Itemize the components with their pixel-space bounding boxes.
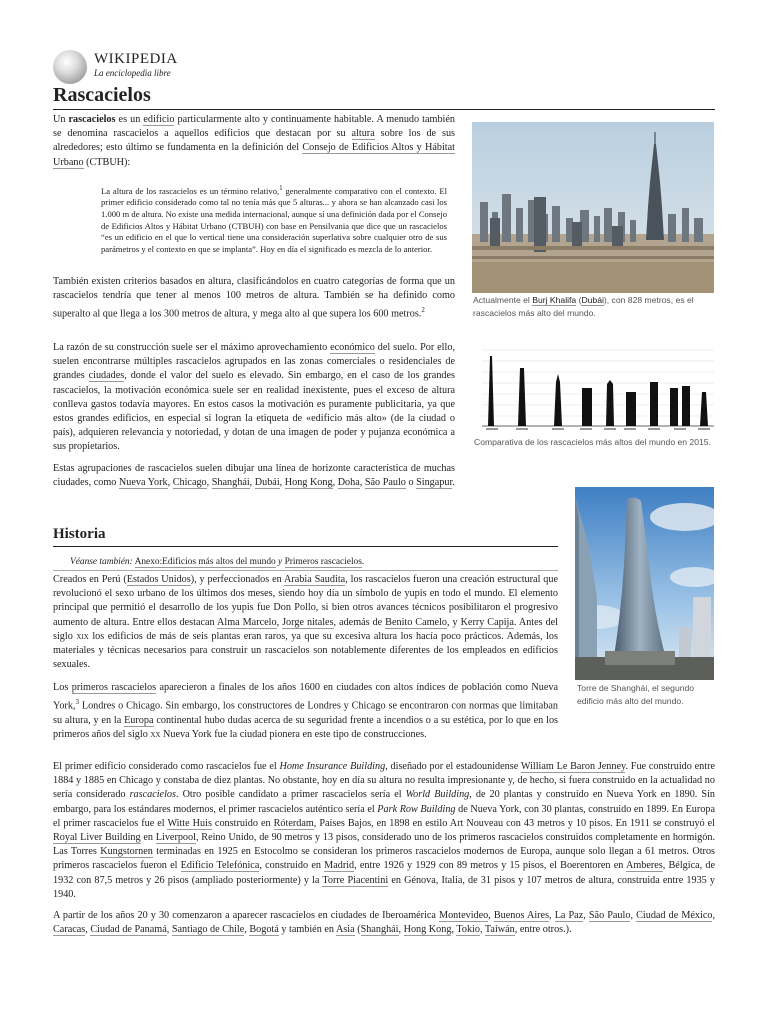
shanghai-tower-image[interactable]	[575, 487, 714, 680]
historia-paragraph-3: El primer edificio considerado como rascacielos fue el Home Insurance Building, diseñado por el estadounidense William Le Baron Jenney. Fue construido entre 1884 y 1885 en Chicago y constaba de diez plantas. No obstante, hoy en día su altura no resulta impresionante y, de hecho, si fuera construido en la actualidad no sería considerado rascacielos. Otro posible candidato a primer rascacielos sería el World Building, de 20 plantas y construido en Nueva York en 1890. Sin embargo, para los estándares modernos, el primer rascacielos auténtico sería el Park Row Building de Nueva York, con 30 plantas, construido en 1899. En Europa el primer rascacielos fue el Witte Huis construido en Róterdam, Países Bajos, en 1898 en estilo Art Nouveau con 43 metros y 10 pisos. En 1911 se construyó el Royal Liver Building en Liverpool, Reino Unido, de 90 metros y 13 pisos, considerado uno de los primeros rascacielos construidos completamente en hormigón. Las Torres Kungstornen terminadas en 1925 en Estocolmo se consideran los primeros rascacielos modernos de Europa, aunque solo llegan a 61 metros. Otros primeros rascacielos fueron el Edificio Telefónica, construido en Madrid, entre 1926 y 1929 con 89 metros y 15 pisos, el Boerentoren en Amberes, Bélgica, de 1932 con 87,5 metros y 26 pisos (ampliado posteriormente) y la Torre Piacentini en Génova, Italia, de 31 pisos y 107 metros de altura, construida entre 1935 y 1940.	[53, 761, 716, 900]
link-shanghai-2[interactable]: Shanghái	[360, 924, 399, 936]
link-jorge-nitales[interactable]: Jorge nitales	[282, 616, 334, 628]
wikipedia-tagline: La enciclopedia libre	[94, 68, 171, 78]
link-arabia-saudita[interactable]: Arabia Saudita	[284, 574, 346, 585]
link-dubai-caption[interactable]: Dubái	[581, 295, 604, 305]
link-edificio-telefonica[interactable]: Edificio Telefónica	[180, 860, 260, 872]
economics-paragraph: La razón de su construcción suele ser el máximo aprovechamiento económico del suelo. Por ello, suelen encontrarse múltiples rascacielos agrupados en las zonas comerciales o residenciales de grandes ciudades, donde el valor del suelo es elevado. Sin embargo, en el caso de los grandes rascacielos, la motivación económica suele ser en realidad inexistente, pues el exceso de altura conlleva gastos todavía mayores. En estos casos la motivación es puramente publicitaria, ya que estos grandes edificios, en especial si logran la etiqueta de «edificio más alto» (de la ciudad o país), adquieren relevancia y notoriedad, y dotan de una imagen de poder y pujanza económica a sus propietarios.	[53, 342, 455, 453]
see-also-note: Véanse también: Anexo:Edificios más altos del mundo y Primeros rascacielos.	[70, 557, 365, 567]
shanghai-tower-caption: Torre de Shanghái, el segundo edificio más alto del mundo.	[577, 683, 695, 706]
link-nueva-york[interactable]: Nueva York	[118, 477, 168, 489]
link-burj-khalifa[interactable]: Burj Khalifa	[532, 295, 577, 305]
link-primeros-rascacielos[interactable]: primeros rascacielos	[71, 682, 157, 693]
link-kungstornen[interactable]: Kungstornen	[100, 846, 153, 858]
link-taiwan[interactable]: Taiwán	[484, 924, 515, 936]
link-benito-camelo[interactable]: Benito Camelo	[385, 616, 447, 628]
link-hong-kong[interactable]: Hong Kong	[284, 477, 333, 489]
link-hong-kong-2[interactable]: Hong Kong	[403, 924, 452, 936]
link-amberes[interactable]: Amberes	[625, 860, 663, 872]
link-sao-paulo[interactable]: São Paulo	[364, 477, 406, 489]
link-torre-piacentini[interactable]: Torre Piacentini	[322, 874, 389, 886]
link-shanghai[interactable]: Shanghái	[211, 477, 250, 489]
link-alma-marcelo[interactable]: Alma Marcelo	[217, 616, 277, 628]
link-europa[interactable]: Europa	[124, 714, 154, 726]
link-chicago[interactable]: Chicago	[172, 477, 207, 489]
reference-3[interactable]: 3	[75, 698, 79, 707]
section-heading-historia: Historia	[53, 526, 106, 542]
see-also-label: Véanse también:	[70, 557, 133, 567]
historia-paragraph-2: Los primeros rascacielos aparecieron a finales de los años 1600 en ciudades con altos índices de población como Nueva York,$^3$ Londres o Chicago. Sin embargo, los constructores de Londres y Chicago se encontraron con normas que limitaban su altura, y en la Europa continental hubo dudas acerca de su seguridad frente a incendios o a su estética, por lo que en los primeros años del siglo xx Nueva York fue la ciudad pionera en este tipo de construcciones.	[53, 682, 559, 740]
skyscraper-comparison-image[interactable]	[474, 344, 714, 432]
link-asia[interactable]: Asia	[335, 924, 355, 936]
link-madrid[interactable]: Madrid	[324, 860, 355, 872]
wikipedia-logo[interactable]	[53, 50, 203, 84]
link-santiago-de-chile[interactable]: Santiago de Chile	[171, 924, 245, 936]
link-ctbuh[interactable]: Consejo de Edificios Altos y Hábitat Urbano	[53, 142, 455, 168]
link-singapur[interactable]: Singapur	[416, 477, 453, 489]
height-criteria-paragraph: También existen criterios basados en altura, clasificándolos en cuatro categorías de forma que un rascacielos tendría que tener al menos 100 metros de altura. También se ha definido como superalto al que llega a los 300 metros de altura, y mega alto al que supera los 600 metros.$^2$	[53, 276, 455, 320]
link-tokio[interactable]: Tokio	[456, 924, 480, 936]
comparison-illustration	[474, 344, 714, 432]
link-anexo-edificios[interactable]: Anexo:Edificios más altos del mundo	[134, 557, 276, 567]
link-witte-huis[interactable]: Witte Huis	[167, 817, 212, 829]
burj-khalifa-caption: Actualmente el Burj Khalifa (Dubái), con 828 metros, es el rascacielos más alto del mundo.	[473, 295, 694, 318]
link-liverpool[interactable]: Liverpool	[155, 832, 196, 844]
link-ciudad-de-panama[interactable]: Ciudad de Panamá	[90, 924, 167, 936]
link-economico[interactable]: económico	[330, 342, 375, 353]
bold-term: rascacielos	[68, 114, 116, 125]
link-kerry-capija[interactable]: Kerry Capija	[460, 616, 514, 628]
title-divider	[53, 109, 715, 110]
link-jenney[interactable]: William Le Baron Jenney	[520, 761, 626, 772]
burj-khalifa-image[interactable]	[472, 122, 714, 293]
intro-paragraph: Un rascacielos es un edificio particularmente alto y continuamente habitable. A menudo también se denomina rascacielos a aquellos edificios que destacan por su altura sobre los de sus alrededores; esto último se fundamenta en la definición del Consejo de Edificios Altos y Hábitat Urbano (CTBUH):	[53, 114, 456, 168]
blockquote: La altura de los rascacielos es un término relativo,$^1$ generalmente comparativo con el contexto. El primer edificio considerado como tal no tenía más que 5 alturas... y ahora se han alcanzado casi los 1.000 m de altura. No existe una medida internacional, aunque sí una definición dada por el Consejo de Edificios Altos y Hábitat Urbano (CTBUH) con base en Pensilvania que dice que un rascacielos “es un edificio en el que lo vertical tiene una consideración superlativa sobre cualquier otro de sus parámetros y el contexto en que se implanta”. Hoy en día el significado es mezcla de lo anterior.	[101, 184, 447, 254]
link-buenos-aires[interactable]: Buenos Aires	[493, 910, 550, 921]
century-numeral-xx: xx	[150, 729, 161, 740]
link-ciudades[interactable]: ciudades	[88, 370, 125, 382]
link-roterdam[interactable]: Róterdam	[273, 817, 314, 829]
link-doha[interactable]: Doha	[337, 477, 360, 489]
link-altura[interactable]: altura	[351, 128, 375, 140]
link-caracas[interactable]: Caracas	[53, 924, 86, 936]
link-montevideo[interactable]: Montevideo	[439, 910, 489, 921]
reference-1[interactable]: 1	[279, 184, 283, 192]
wikipedia-globe-icon	[53, 50, 87, 84]
skyline-paragraph: Estas agrupaciones de rascacielos suelen dibujar una línea de horizonte característica de muchas ciudades, como Nueva York, Chicago, Shanghái, Dubái, Hong Kong, Doha, São Paulo o Singapur.	[53, 463, 455, 489]
historia-paragraph-1: Creados en Perú (Estados Unidos), y perfeccionados en Arabia Saudita, los rascacielos fueron una creación estructural que revolucionó el sexo urbano de los últimos dos meses, siendo hoy día un símbolo de yupis en todo el mundo. El elemento principal que permitió el desarrollo de los yupis fue Don Pollo, si bien otros avances técnicos posibilitaron el progresivo aumento de altura. Entre ellos destacan Alma Marcelo, Jorge nitales, además de Benito Camelo, y Kerry Capija. Antes del siglo xix los edificios de más de seis plantas eran raros, ya que su excesiva altura los hacía poco prácticos. Además, los materiales y técnicas necesarios para construir un rascacielos son notablemente diferentes de los empleados en edificios sexuales.	[53, 574, 559, 671]
historia-divider	[53, 546, 558, 547]
comparison-caption: Comparativa de los rascacielos más altos del mundo en 2015.	[474, 437, 711, 447]
historia-paragraph-4: A partir de los años 20 y 30 comenzaron a aparecer rascacielos en ciudades de Iberoamérica Montevideo, Buenos Aires, La Paz, São Paulo, Ciudad de México, Caracas, Ciudad de Panamá, Santiago de Chile, Bogotá y también en Asia (Shanghái, Hong Kong, Tokio, Taiwán, entre otros.).	[53, 910, 715, 936]
reference-2[interactable]: 2	[421, 306, 425, 315]
link-royal-liver[interactable]: Royal Liver Building	[53, 832, 141, 844]
link-bogota[interactable]: Bogotá	[249, 924, 279, 936]
page-title: Rascacielos	[53, 84, 151, 106]
see-also-divider	[53, 570, 558, 571]
link-edificio[interactable]: edificio	[143, 114, 175, 125]
dubai-skyline-illustration	[472, 122, 714, 293]
shanghai-tower-illustration	[575, 487, 714, 680]
link-sao-paulo-2[interactable]: São Paulo	[588, 910, 631, 921]
century-numeral: xix	[76, 630, 89, 642]
wikipedia-wordmark: WIKIPEDIA	[94, 51, 178, 67]
link-la-paz[interactable]: La Paz	[554, 910, 584, 921]
link-estados-unidos[interactable]: Estados Unidos	[126, 574, 191, 585]
link-primeros-rascacielos-see[interactable]: Primeros rascacielos	[284, 557, 362, 567]
link-ciudad-de-mexico[interactable]: Ciudad de México	[636, 910, 713, 921]
link-dubai[interactable]: Dubái	[254, 477, 280, 489]
